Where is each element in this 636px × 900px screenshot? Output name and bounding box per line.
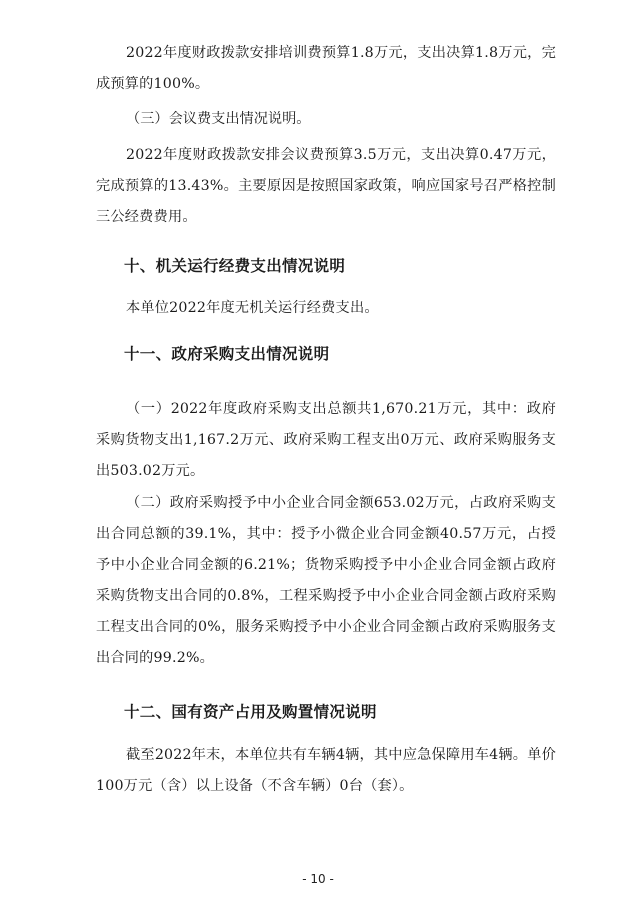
section-11-paragraph-1: （一）2022年度政府采购支出总额共1,670.21万元，其中：政府采购货物支出1,167.2万元、政府采购工程支出0万元、政府采购服务支出503.02万元。 [96,401,556,479]
section-10-heading: 十、机关运行经费支出情况说明 [124,257,346,275]
section-11-heading: 十一、政府采购支出情况说明 [124,345,330,363]
meeting-budget-paragraph: 2022年度财政拨款安排会议费预算3.5万元，支出决算0.47万元，完成预算的13.43%。主要原因是按照国家政策，响应国家号召严格控制三公经费费用。 [96,147,556,225]
section-12-heading: 十二、国有资产占用及购置情况说明 [124,703,377,721]
section-12-body: 截至2022年末，本单位共有车辆4辆，其中应急保障用车4辆。单价100万元（含）以上设备（不含车辆）0台（套）。 [96,747,556,794]
page-number: - 10 - [302,872,334,886]
section-10-body: 本单位2022年度无机关运行经费支出。 [126,300,379,316]
meeting-expense-subheading: （三）会议费支出情况说明。 [126,111,311,127]
section-11-paragraph-2: （二）政府采购授予中小企业合同金额653.02万元，占政府采购支出合同总额的39.1%，其中：授予小微企业合同金额40.57万元，占授予中小企业合同金额的6.21%；货物采购授予中小企业合同金额占政府采购货物支出合同的0.8%，工程采购授予中小企业合同金额占政府采购工程支出合同的0%，服务采购授予中小企业合同金额占政府采购服务支出合同的99.2%。 [96,495,556,666]
training-budget-paragraph: 2022年度财政拨款安排培训费预算1.8万元，支出决算1.8万元，完成预算的100%。 [96,45,556,92]
